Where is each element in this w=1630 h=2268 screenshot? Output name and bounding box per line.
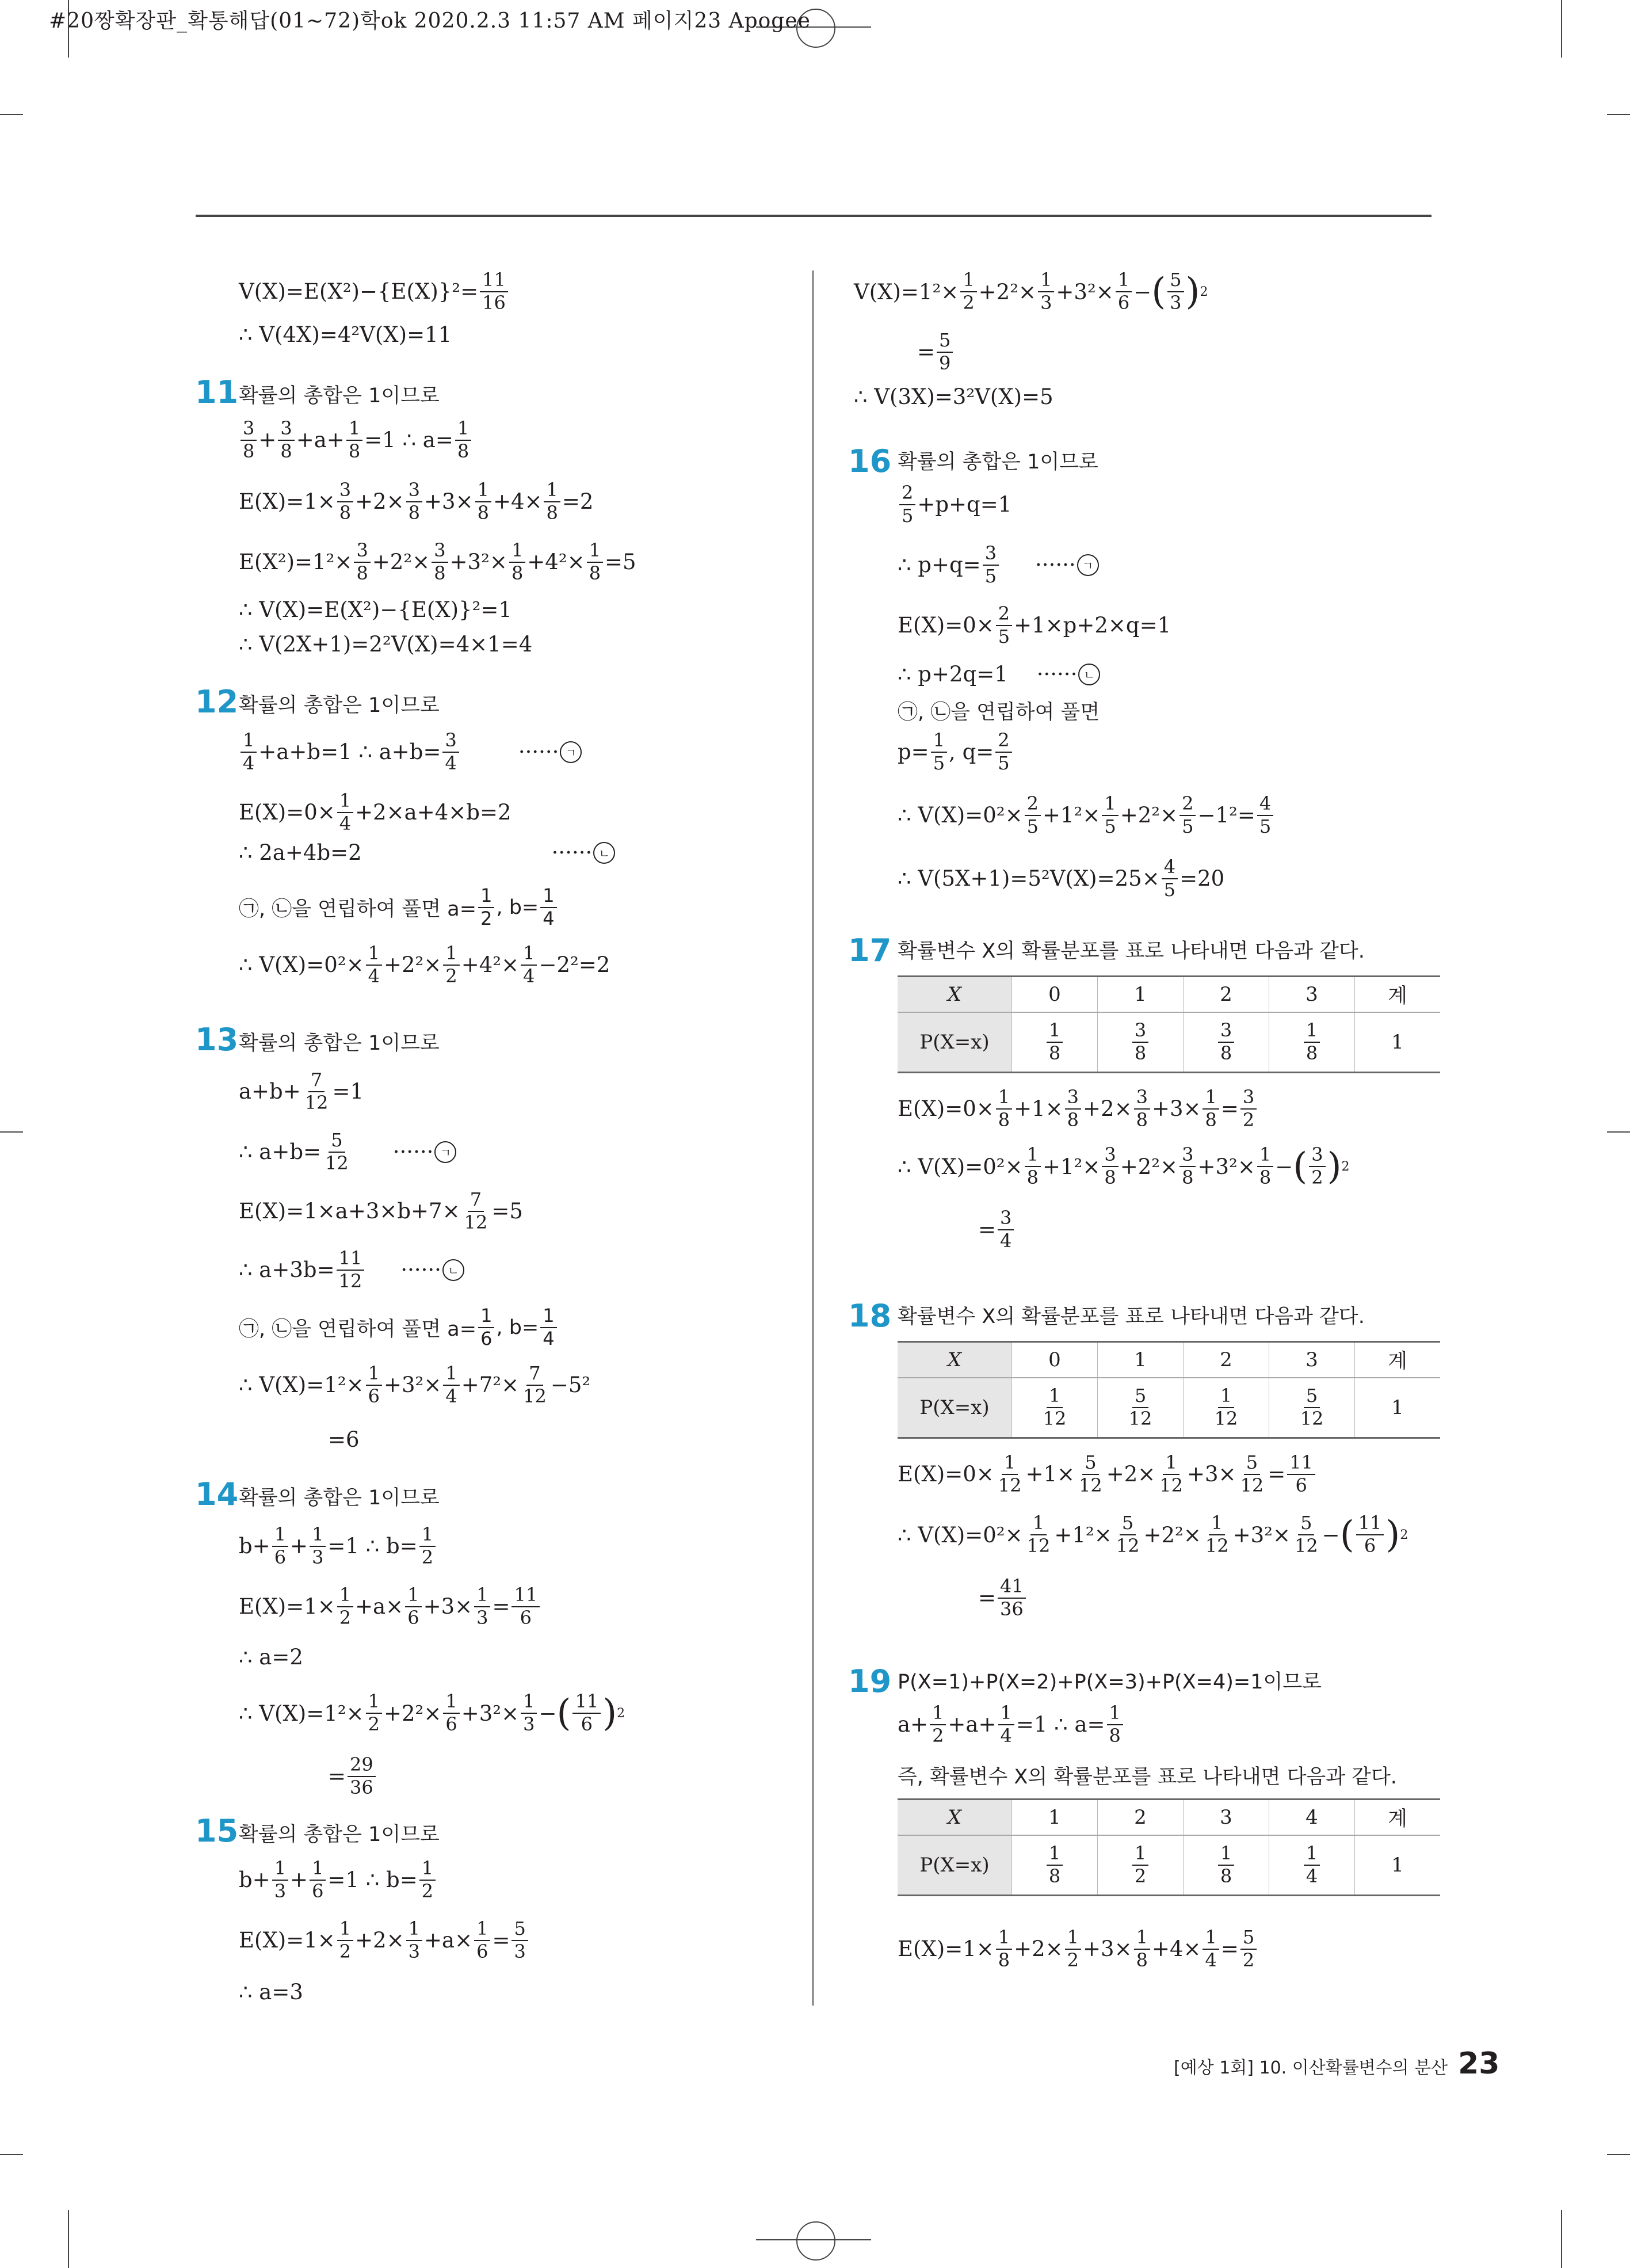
table-cell: $\frac{5}{12}$ bbox=[1269, 1378, 1355, 1438]
table-cell: $\frac{5}{12}$ bbox=[1098, 1378, 1184, 1438]
problem-number: 19 bbox=[848, 1663, 892, 1699]
probability-table bbox=[898, 975, 1440, 1073]
formula-line: ∴ 2a+4b=2 ······ ㄴ bbox=[239, 840, 616, 865]
crop-mark bbox=[1607, 1131, 1630, 1133]
formula-line: E(X)=1× $\frac{1}{2}$ +a× 1 6 +3× 1 3 = 11 6 bbox=[239, 1585, 541, 1627]
table-header: P(X=x) bbox=[898, 1012, 1012, 1073]
probability-table bbox=[898, 1341, 1440, 1439]
table-cell: 계 bbox=[1355, 1800, 1441, 1836]
formula-line: ∴ p+2q=1 ······ ㄴ bbox=[898, 662, 1101, 687]
problem-text: 확률의 총합은 1이므로 bbox=[239, 694, 440, 717]
problem-text: 확률의 총합은 1이므로 bbox=[898, 451, 1098, 474]
formula-line: ∴ a+b= $\frac{5}{12}$ ······ ㄱ bbox=[239, 1131, 457, 1173]
table-cell: 0 bbox=[1012, 977, 1098, 1013]
table-cell: 1 bbox=[1098, 1342, 1184, 1378]
table-cell: 계 bbox=[1355, 1342, 1441, 1378]
table-header: P(X=x) bbox=[898, 1378, 1012, 1438]
table-header: X bbox=[898, 977, 1012, 1013]
formula-line: E(X)=0× $\frac{1}{4}$ +2×a+4×b=2 bbox=[239, 790, 511, 834]
table-cell: 3 bbox=[1184, 1800, 1269, 1836]
problem-number: 12 bbox=[195, 684, 239, 720]
table-cell: $\frac{1}{4}$ bbox=[1269, 1835, 1355, 1896]
crop-mark bbox=[0, 114, 23, 115]
table-cell: 1 bbox=[1355, 1835, 1441, 1896]
formula-line: 3 8 + 3 8 +a+ $\frac{1}{8}$ =1 ∴ a= $\frac{1}{8}$ bbox=[239, 419, 473, 461]
registration-mark bbox=[796, 2221, 835, 2261]
formula-line: ∴ V(X)=0²× $\frac{1}{4}$ +2²× 1 2 +4²× 1 4 −2²=2 bbox=[239, 942, 610, 987]
formula-line: 1 4 +a+b=1 ∴ a+b= $\frac{3}{4}$ ······ ㄱ bbox=[239, 731, 583, 773]
formula-line: ∴ V(2X+1)=2²V(X)=4×1=4 bbox=[239, 632, 533, 657]
table-cell: $\frac{1}{12}$ bbox=[1012, 1378, 1098, 1438]
table-cell: 2 bbox=[1184, 1342, 1269, 1378]
table-cell: 계 bbox=[1355, 977, 1441, 1013]
formula-line: ㉠, ㉡을 연립하여 풀면 bbox=[898, 701, 1100, 724]
formula-line: E(X)=1× $\frac{1}{2}$ +2× 1 3 +a× 1 6 = 5 3 bbox=[239, 1919, 530, 1961]
table-header: X bbox=[898, 1342, 1012, 1378]
formula-line: b+ $\frac{1}{3}$ + $\frac{1}{6}$ =1 ∴ b= $\frac{1}{2}$ bbox=[239, 1859, 437, 1901]
column-divider bbox=[812, 270, 814, 2006]
table-cell: 0 bbox=[1012, 1342, 1098, 1378]
table-cell: $\frac{1}{12}$ bbox=[1184, 1378, 1269, 1438]
print-header: #20짱확장판_확통해답(01~72)학ok 2020.2.3 11:57 AM 페이지23 Apogee bbox=[49, 9, 811, 33]
formula-line: ∴ V(X)=0²× $\frac{1}{8}$ +1²× 3 8 +2²× 3 8 +3²× 1 8 − ( 3 2 ) 2 bbox=[898, 1143, 1350, 1188]
formula-line: = $\frac{29}{36}$ bbox=[328, 1755, 377, 1797]
crop-mark bbox=[1607, 2154, 1630, 2155]
problem-text: 확률의 총합은 1이므로 bbox=[239, 384, 440, 407]
problem-text: P(X=1)+P(X=2)+P(X=3)+P(X=4)=1이므로 bbox=[898, 1671, 1322, 1694]
problem-number: 17 bbox=[848, 932, 892, 969]
formula-line: ∴ V(X)=0²× $\frac{1}{12}$ +1²× 5 12 +2²× 1 12 +3²× 5 12 − ( 11 6 ) 2 bbox=[898, 1512, 1408, 1557]
table-cell: 1 bbox=[1098, 977, 1184, 1013]
formula-line: = $\frac{5}{9}$ bbox=[917, 331, 955, 373]
problem-number: 14 bbox=[195, 1476, 239, 1512]
table-cell: $\frac{3}{8}$ bbox=[1098, 1012, 1184, 1073]
table-cell: 2 bbox=[1184, 977, 1269, 1013]
problem-text: 확률의 총합은 1이므로 bbox=[239, 1032, 440, 1055]
table-cell: $\frac{1}{8}$ bbox=[1012, 1012, 1098, 1073]
formula-line: b+ $\frac{1}{6}$ + $\frac{1}{3}$ =1 ∴ b= $\frac{1}{2}$ bbox=[239, 1525, 437, 1567]
page-footer bbox=[1174, 2046, 1499, 2081]
formula-line: ㉠, ㉡을 연립하여 풀면 a= $\frac{1}{6}$ , b= 1 4 bbox=[239, 1306, 559, 1348]
formula-line: 2 5 +p+q=1 bbox=[898, 483, 1011, 525]
table-header: X bbox=[898, 1800, 1012, 1836]
formula-line: ∴ V(4X)=4²V(X)=11 bbox=[239, 322, 452, 347]
table-cell: 3 bbox=[1269, 1342, 1355, 1378]
formula-line: = $\frac{41}{36}$ bbox=[978, 1577, 1028, 1619]
table-cell: 4 bbox=[1269, 1800, 1355, 1836]
formula-line: ∴ a=3 bbox=[239, 1980, 303, 2004]
problem-text: 확률의 총합은 1이므로 bbox=[239, 1486, 440, 1510]
page-number: 23 bbox=[1458, 2046, 1500, 2081]
registration-mark bbox=[756, 2239, 871, 2240]
formula-line: V(X)=1²× $\frac{1}{2}$ +2²× 1 3 +3²× 1 6 − ( 5 3 ) 2 bbox=[854, 269, 1208, 314]
problem-text: 확률의 총합은 1이므로 bbox=[239, 1823, 440, 1846]
formula-line: 즉, 확률변수 X의 확률분포를 표로 나타내면 다음과 같다. bbox=[898, 1766, 1397, 1789]
formula-line: V(X)=E(X²)−{E(X)}²= $\frac{11}{16}$ bbox=[239, 270, 510, 312]
problem-text: 확률변수 X의 확률분포를 표로 나타내면 다음과 같다. bbox=[898, 940, 1365, 963]
problem-number: 13 bbox=[195, 1021, 239, 1058]
formula-line: p= $\frac{1}{5}$ , q= 2 5 bbox=[898, 731, 1014, 773]
header-rule bbox=[196, 215, 1432, 217]
problem-text: 확률변수 X의 확률분포를 표로 나타내면 다음과 같다. bbox=[898, 1305, 1365, 1328]
formula-line: ∴ V(X)=1²× $\frac{1}{2}$ +2²× 1 6 +3²× 1 3 − ( 11 6 ) 2 bbox=[239, 1690, 625, 1735]
table-cell: 1 bbox=[1355, 1012, 1441, 1073]
crop-mark bbox=[68, 2210, 69, 2268]
table-cell: $\frac{1}{8}$ bbox=[1012, 1835, 1098, 1896]
table-cell: 1 bbox=[1355, 1378, 1441, 1438]
problem-number: 16 bbox=[848, 443, 892, 479]
formula-line: ∴ p+q= $\frac{3}{5}$ ······ ㄱ bbox=[898, 544, 1100, 586]
table-cell: $\frac{1}{8}$ bbox=[1269, 1012, 1355, 1073]
formula-line: ∴ V(5X+1)=5²V(X)=25× $\frac{4}{5}$ =20 bbox=[898, 856, 1225, 901]
table-cell: $\frac{3}{8}$ bbox=[1184, 1012, 1269, 1073]
table-cell: $\frac{1}{8}$ bbox=[1184, 1835, 1269, 1896]
formula-line: E(X)=1× $\frac{3}{8}$ +2× 3 8 +3× 1 8 +4× 1 8 =2 bbox=[239, 479, 594, 524]
table-header: P(X=x) bbox=[898, 1835, 1012, 1896]
crop-mark bbox=[1561, 0, 1562, 58]
formula-line: = $\frac{3}{4}$ bbox=[978, 1209, 1016, 1251]
formula-line: ∴ a+3b= $\frac{11}{12}$ ······ ㄴ bbox=[239, 1249, 465, 1291]
crop-mark bbox=[0, 2154, 23, 2155]
formula-line: E(X)=0× $\frac{1}{12}$ +1× 5 12 +2× 1 12 +3× 5 12 = 11 6 bbox=[898, 1453, 1317, 1495]
formula-line: ∴ V(3X)=3²V(X)=5 bbox=[854, 384, 1053, 409]
formula-line: a+ $\frac{1}{2}$ +a+ $\frac{1}{4}$ =1 ∴ a= $\frac{1}{8}$ bbox=[898, 1703, 1125, 1745]
formula-line: =6 bbox=[328, 1427, 360, 1452]
crop-mark bbox=[1561, 2210, 1562, 2268]
table-cell: 1 bbox=[1012, 1800, 1098, 1836]
problem-number: 11 bbox=[195, 374, 239, 410]
formula-line: E(X)=0× $\frac{2}{5}$ +1×p+2×q=1 bbox=[898, 603, 1171, 647]
table-cell: 2 bbox=[1098, 1800, 1184, 1836]
footer-section: [예상 1회] 10. 이산확률변수의 분산 bbox=[1174, 2058, 1448, 2078]
probability-table bbox=[898, 1798, 1440, 1896]
problem-number: 15 bbox=[195, 1813, 239, 1849]
formula-line: E(X)=0× $\frac{1}{8}$ +1× 3 8 +2× 3 8 +3× 1 8 = 3 2 bbox=[898, 1088, 1258, 1130]
problem-number: 18 bbox=[848, 1298, 892, 1334]
formula-line: E(X²)=1²× $\frac{3}{8}$ +2²× 3 8 +3²× 1 8 +4²× $\frac{1}{8}$ =5 bbox=[239, 539, 636, 584]
table-cell: 3 bbox=[1269, 977, 1355, 1013]
formula-line: ㉠, ㉡을 연립하여 풀면 a= $\frac{1}{2}$ , b= 1 4 bbox=[239, 886, 559, 928]
formula-line: a+b+ $\frac{7}{12}$ =1 bbox=[239, 1069, 364, 1114]
formula-line: ∴ V(X)=0²× $\frac{2}{5}$ +1²× 1 5 +2²× 2 5 −1²= 4 5 bbox=[898, 794, 1275, 836]
table-cell: $\frac{1}{2}$ bbox=[1098, 1835, 1184, 1896]
formula-line: ∴ V(X)=E(X²)−{E(X)}²=1 bbox=[239, 597, 512, 622]
crop-mark bbox=[0, 1131, 23, 1133]
formula-line: ∴ a=2 bbox=[239, 1645, 303, 1669]
formula-line: E(X)=1× $\frac{1}{8}$ +2× 1 2 +3× 1 8 +4× 1 4 = 5 2 bbox=[898, 1928, 1258, 1970]
crop-mark bbox=[1607, 114, 1630, 115]
formula-line: ∴ V(X)=1²× $\frac{1}{6}$ +3²× 1 4 +7²× 7 12 −5² bbox=[239, 1362, 591, 1407]
formula-line: E(X)=1×a+3×b+7× $\frac{7}{12}$ =5 bbox=[239, 1188, 523, 1233]
